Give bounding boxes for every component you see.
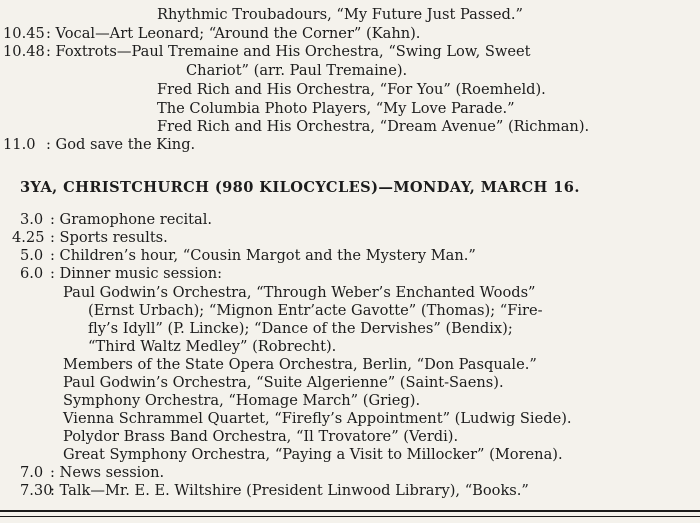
divider-rule bbox=[0, 510, 700, 512]
listing-line: : Gramophone recital. bbox=[50, 211, 213, 228]
listing-line: Vienna Schrammel Quartet, “Firefly’s Appointment” (Ludwig Siede). bbox=[63, 410, 572, 427]
listing-line: : Sports results. bbox=[50, 229, 168, 246]
listing-line: “Third Waltz Medley” (Robrecht). bbox=[88, 338, 337, 355]
listing-line: (Ernst Urbach); “Mignon Entr’acte Gavotte” (Thomas); “Fire- bbox=[88, 302, 543, 319]
listing-line: fly’s Idyll” (P. Lincke); “Dance of the Dervishes” (Bendix); bbox=[88, 320, 513, 337]
time-label: 4.25 bbox=[12, 229, 45, 246]
listing-line: : Dinner music session: bbox=[50, 265, 223, 282]
time-label: 6.0 bbox=[20, 265, 44, 282]
listing-line: Paul Godwin’s Orchestra, “Suite Algerienne” (Saint-Saens). bbox=[63, 374, 504, 391]
listing-line: : Vocal—Art Leonard; “Around the Corner” (Kahn). bbox=[46, 25, 421, 42]
listing-line: Symphony Orchestra, “Homage March” (Grieg). bbox=[63, 392, 421, 409]
time-label: 3.0 bbox=[20, 211, 44, 228]
time-label: 5.0 bbox=[20, 247, 44, 264]
listing-line: Fred Rich and His Orchestra, “For You” (Roemheld). bbox=[157, 81, 546, 98]
listing-line: : Talk—Mr. E. E. Wiltshire (President Linwood Library), “Books.” bbox=[50, 482, 529, 499]
listing-line: : God save the King. bbox=[46, 136, 196, 153]
listing-line: Rhythmic Troubadours, “My Future Just Passed.” bbox=[157, 6, 523, 23]
divider-rule bbox=[0, 516, 700, 517]
listing-line: Chariot” (arr. Paul Tremaine). bbox=[186, 62, 408, 79]
time-label: 10.45 bbox=[3, 25, 45, 42]
listing-line: Paul Godwin’s Orchestra, “Through Weber’s Enchanted Woods” bbox=[63, 284, 536, 301]
listing-line: Members of the State Opera Orchestra, Berlin, “Don Pasquale.” bbox=[63, 356, 537, 373]
listing-line: : Foxtrots—Paul Tremaine and His Orchestra, “Swing Low, Sweet bbox=[46, 43, 531, 60]
listing-line: : Children’s hour, “Cousin Margot and the Mystery Man.” bbox=[50, 247, 476, 264]
time-label: 10.48 bbox=[3, 43, 45, 60]
time-label: 11.0 bbox=[3, 136, 36, 153]
listing-line: The Columbia Photo Players, “My Love Parade.” bbox=[157, 100, 515, 117]
listing-line: : News session. bbox=[50, 464, 165, 481]
listing-line: Fred Rich and His Orchestra, “Dream Avenue” (Richman). bbox=[157, 118, 590, 135]
listing-line: Polydor Brass Band Orchestra, “Il Trovatore” (Verdi). bbox=[63, 428, 459, 445]
station-heading: 3YA, CHRISTCHURCH (980 KILOCYCLES)—MONDAY, MARCH 16. bbox=[20, 179, 580, 196]
time-label: 7.30 bbox=[20, 482, 53, 499]
time-label: 7.0 bbox=[20, 464, 44, 481]
listing-line: Great Symphony Orchestra, “Paying a Visit to Millocker” (Morena). bbox=[63, 446, 563, 463]
